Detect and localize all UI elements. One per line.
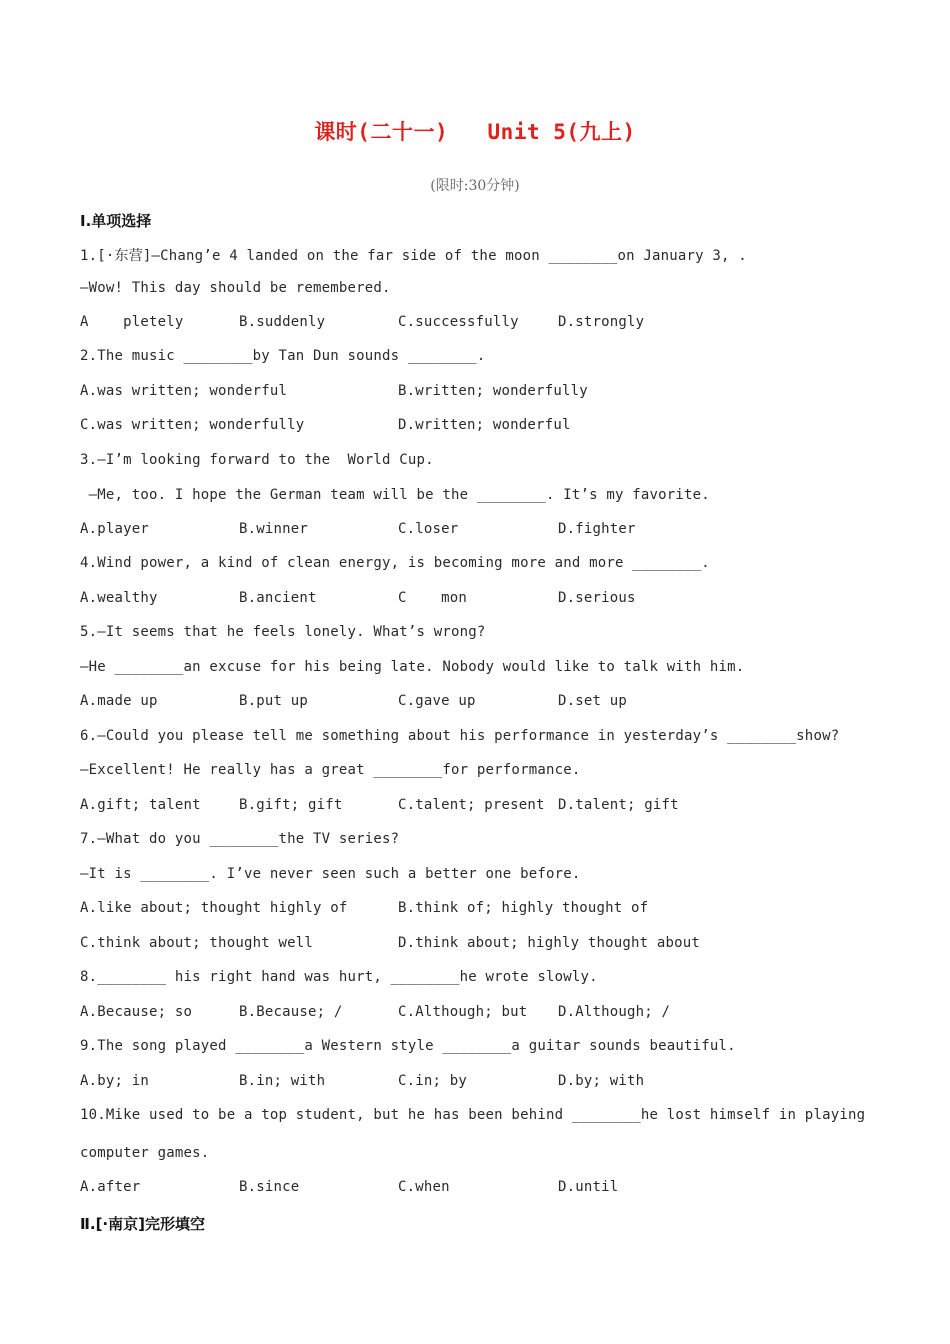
- question-4-stem: 4.Wind power, a kind of clean energy, is becoming more and more ________.: [80, 555, 710, 571]
- question-6-option-b: B.gift; gift: [239, 797, 343, 813]
- question-7-option-a: A.like about; thought highly of: [80, 900, 348, 916]
- question-3-option-a: A.player: [80, 521, 150, 537]
- question-10-option-b: B.since: [239, 1179, 300, 1195]
- question-10-stem: 10.Mike used to be a top student, but he has been behind ________he lost himself in playing: [80, 1107, 866, 1123]
- question-7-stem: 7.—What do you ________the TV series?: [80, 831, 400, 847]
- question-9-option-a: A.by; in: [80, 1073, 150, 1089]
- question-10-option-c: C.when: [398, 1179, 450, 1195]
- question-6-reply: —Excellent! He really has a great ________for performance.: [80, 762, 581, 778]
- question-5-option-c: C.gave up: [398, 693, 476, 709]
- question-5-option-b: B.put up: [239, 693, 309, 709]
- question-9-option-b: B.in; with: [239, 1073, 326, 1089]
- question-6-option-c: C.talent; present: [398, 797, 545, 813]
- question-7-option-d: D.think about; highly thought about: [398, 935, 701, 951]
- question-3-stem: 3.—I’m looking forward to the World Cup.: [80, 452, 434, 468]
- question-3-reply: —Me, too. I hope the German team will be the ________. It’s my favorite.: [80, 487, 710, 503]
- time-limit: (限时:30分钟): [430, 178, 520, 194]
- question-5-reply: —He ________an excuse for his being late. Nobody would like to talk with him.: [80, 659, 745, 675]
- question-2-option-d: D.written; wonderful: [398, 417, 571, 433]
- question-8-option-a: A.Because; so: [80, 1004, 193, 1020]
- question-9-stem: 9.The song played ________a Western style ________a guitar sounds beautiful.: [80, 1038, 736, 1054]
- question-6-stem: 6.—Could you please tell me something about his performance in yesterday’s ________show?: [80, 728, 840, 744]
- question-8-stem: 8.________ his right hand was hurt, ________he wrote slowly.: [80, 969, 598, 985]
- question-9-option-c: C.in; by: [398, 1073, 468, 1089]
- question-2-stem: 2.The music ________by Tan Dun sounds ________.: [80, 348, 486, 364]
- question-1-reply: —Wow! This day should be remembered.: [80, 280, 391, 296]
- question-5-stem: 5.—It seems that he feels lonely. What’s wrong?: [80, 624, 486, 640]
- question-1-option-d: D.strongly: [558, 314, 645, 330]
- question-4-option-d: D.serious: [558, 590, 636, 606]
- question-8-option-c: C.Although; but: [398, 1004, 528, 1020]
- question-5-option-d: D.set up: [558, 693, 628, 709]
- question-7-option-b: B.think of; highly thought of: [398, 900, 649, 916]
- page-title: 课时(二十一) Unit 5(九上): [314, 120, 636, 144]
- question-1-option-a: A pletely: [80, 314, 184, 330]
- question-7-option-c: C.think about; thought well: [80, 935, 313, 951]
- question-9-option-d: D.by; with: [558, 1073, 645, 1089]
- question-8-option-d: D.Although; /: [558, 1004, 671, 1020]
- question-7-reply: —It is ________. I’ve never seen such a better one before.: [80, 866, 581, 882]
- question-10-option-a: A.after: [80, 1179, 141, 1195]
- section-heading-cloze: Ⅱ.[·南京]完形填空: [80, 1215, 205, 1233]
- question-6-option-d: D.talent; gift: [558, 797, 679, 813]
- question-4-option-a: A.wealthy: [80, 590, 158, 606]
- question-10-stem-continued: computer games.: [80, 1145, 210, 1161]
- question-6-option-a: A.gift; talent: [80, 797, 201, 813]
- question-3-option-d: D.fighter: [558, 521, 636, 537]
- section-heading-multiple-choice: Ⅰ.单项选择: [80, 212, 152, 230]
- question-1-option-c: C.successfully: [398, 314, 519, 330]
- question-8-option-b: B.Because; /: [239, 1004, 343, 1020]
- question-3-option-b: B.winner: [239, 521, 309, 537]
- question-1-stem: 1.[·东营]—Chang’e 4 landed on the far side of the moon ________on January 3, .: [80, 248, 747, 264]
- question-2-option-b: B.written; wonderfully: [398, 383, 588, 399]
- question-4-option-b: B.ancient: [239, 590, 317, 606]
- question-3-option-c: C.loser: [398, 521, 459, 537]
- question-4-option-c: C mon: [398, 590, 468, 606]
- question-2-option-a: A.was written; wonderful: [80, 383, 288, 399]
- question-1-option-b: B.suddenly: [239, 314, 326, 330]
- question-5-option-a: A.made up: [80, 693, 158, 709]
- question-10-option-d: D.until: [558, 1179, 619, 1195]
- question-2-option-c: C.was written; wonderfully: [80, 417, 305, 433]
